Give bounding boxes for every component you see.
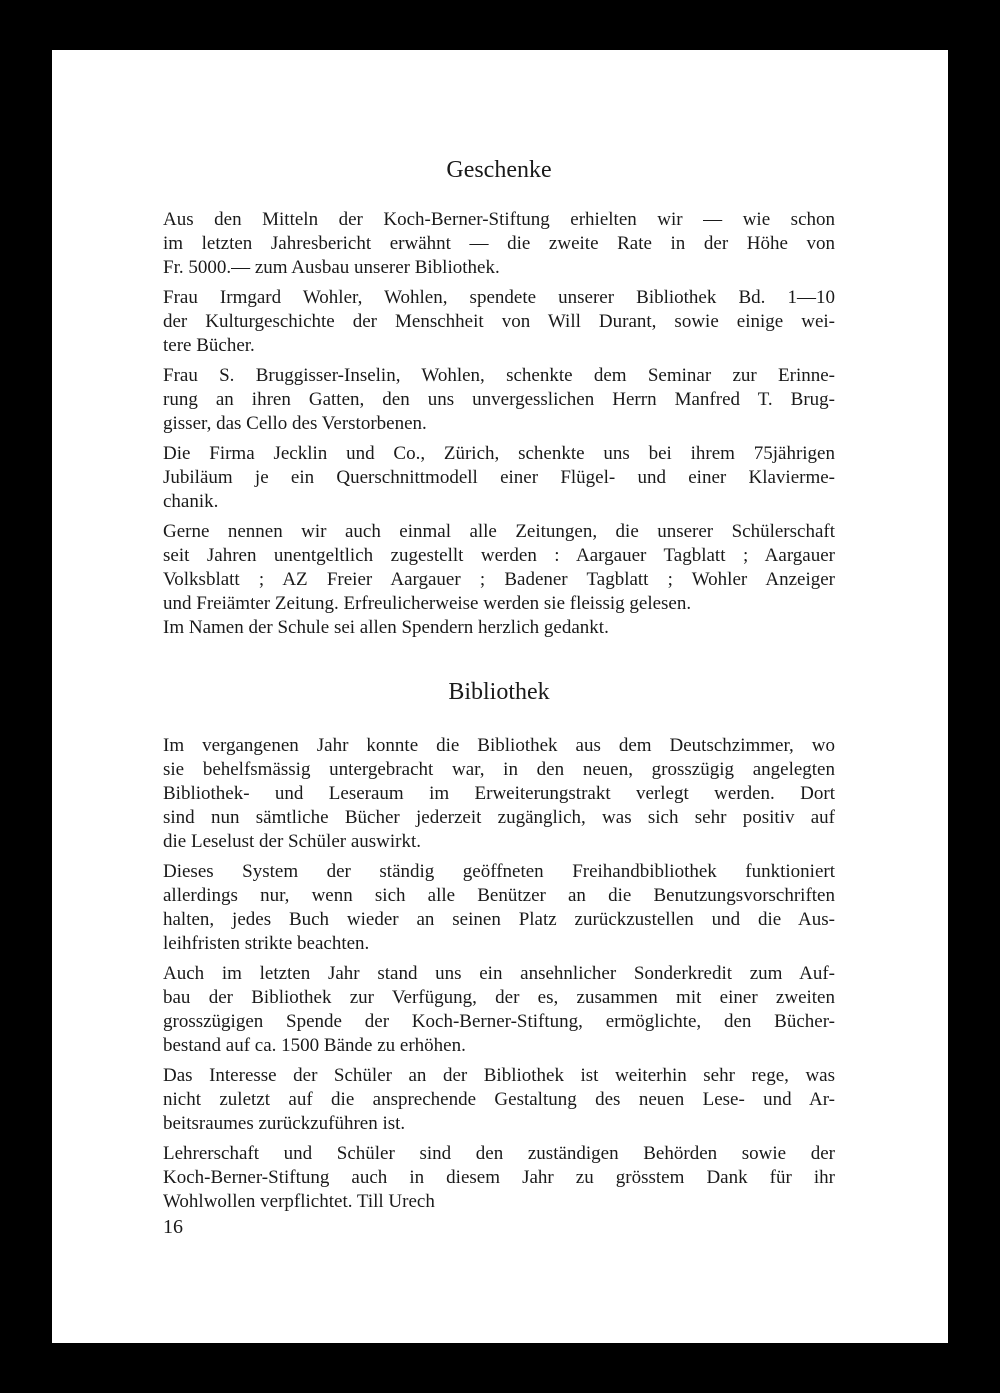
closing-text: Wohlwollen verpflichtet. [163, 1191, 353, 1212]
section-geschenke-body [163, 208, 835, 646]
text-line: Im vergangenen Jahr konnte die Bibliothek aus dem Deutschzimmer, wo [163, 735, 835, 756]
paragraph [163, 442, 835, 514]
author-name: Till Urech [356, 1191, 435, 1212]
text-line: im letzten Jahresbericht erwähnt — die zweite Rate in der Höhe von [163, 233, 835, 254]
text-line: und Freiämter Zeitung. Erfreulicherweise werden sie fleissig gelesen. [163, 593, 692, 614]
text-line: Auch im letzten Jahr stand uns ein ansehnlicher Sonderkredit zum Auf- [163, 963, 835, 984]
page-number: 16 [163, 1216, 183, 1238]
text-line: Die Firma Jecklin und Co., Zürich, schenkte uns bei ihrem 75jährigen [163, 443, 835, 464]
text-line: gisser, das Cello des Verstorbenen. [163, 413, 427, 434]
text-line: der Kulturgeschichte der Menschheit von Will Durant, sowie einige wei- [163, 311, 835, 332]
text-line: halten, jedes Buch wieder an seinen Platz zurückzustellen und die Aus- [163, 909, 835, 930]
text-line: beitsraumes zurückzuführen ist. [163, 1113, 406, 1134]
text-line: die Leselust der Schüler auswirkt. [163, 831, 422, 852]
paragraph [163, 962, 835, 1058]
text-line: sind nun sämtliche Bücher jederzeit zugänglich, was sich sehr positiv auf [163, 807, 835, 828]
paragraph [163, 860, 835, 956]
text-line: bau der Bibliothek zur Verfügung, der es, zusammen mit einer zweiten [163, 987, 835, 1008]
text-line: Frau S. Bruggisser-Inselin, Wohlen, schenkte dem Seminar zur Erinne- [163, 365, 835, 386]
text-line: Jubiläum je ein Querschnittmodell einer Flügel- und einer Klavierme- [163, 467, 835, 488]
text-line: Frau Irmgard Wohler, Wohlen, spendete unserer Bibliothek Bd. 1—10 [163, 287, 835, 308]
text-line: bestand auf ca. 1500 Bände zu erhöhen. [163, 1035, 466, 1056]
paragraph [163, 520, 835, 640]
text-line: chanik. [163, 491, 219, 512]
section-heading-bibliothek: Bibliothek [448, 679, 550, 705]
text-line: nicht zuletzt auf die ansprechende Gestaltung des neuen Lese- und Ar- [163, 1089, 835, 1110]
text-line: sie behelfsmässig untergebracht war, in den neuen, grosszügig angelegten [163, 759, 835, 780]
text-line: Lehrerschaft und Schüler sind den zuständigen Behörden sowie der [163, 1143, 835, 1164]
paragraph [163, 1064, 835, 1136]
paragraph [163, 734, 835, 854]
text-line: leihfristen strikte beachten. [163, 933, 370, 954]
text-line: grosszügigen Spende der Koch-Berner-Stiftung, ermöglichte, den Bücher- [163, 1011, 835, 1032]
section-bibliothek-body [163, 734, 835, 1220]
text-line: rung an ihren Gatten, den uns unvergesslichen Herrn Manfred T. Brug- [163, 389, 835, 410]
paragraph [163, 364, 835, 436]
text-line: Aus den Mitteln der Koch-Berner-Stiftung erhielten wir — wie schon [163, 209, 835, 230]
text-line: Gerne nennen wir auch einmal alle Zeitungen, die unserer Schülerschaft [163, 521, 835, 542]
text-line: Koch-Berner-Stiftung auch in diesem Jahr zu grösstem Dank für ihr [163, 1167, 835, 1188]
text-line: seit Jahren unentgeltlich zugestellt werden : Aargauer Tagblatt ; Aargauer [163, 545, 835, 566]
text-line: Fr. 5000.— zum Ausbau unserer Bibliothek. [163, 257, 500, 278]
text-line: tere Bücher. [163, 335, 255, 356]
signoff-line [163, 1190, 835, 1214]
text-line: allerdings nur, wenn sich alle Benützer an die Benutzungsvorschriften [163, 885, 835, 906]
text-line: Das Interesse der Schüler an der Bibliothek ist weiterhin sehr rege, was [163, 1065, 835, 1086]
text-line: Volksblatt ; AZ Freier Aargauer ; Badener Tagblatt ; Wohler Anzeiger [163, 569, 835, 590]
text-line: Im Namen der Schule sei allen Spendern herzlich gedankt. [163, 617, 609, 638]
paragraph [163, 1142, 835, 1214]
document-page [52, 50, 948, 1343]
text-line: Dieses System der ständig geöffneten Freihandbibliothek funktioniert [163, 861, 835, 882]
paragraph [163, 286, 835, 358]
paragraph [163, 208, 835, 280]
section-heading-geschenke: Geschenke [446, 157, 552, 183]
text-line: Bibliothek- und Leseraum im Erweiterungstrakt verlegt werden. Dort [163, 783, 835, 804]
